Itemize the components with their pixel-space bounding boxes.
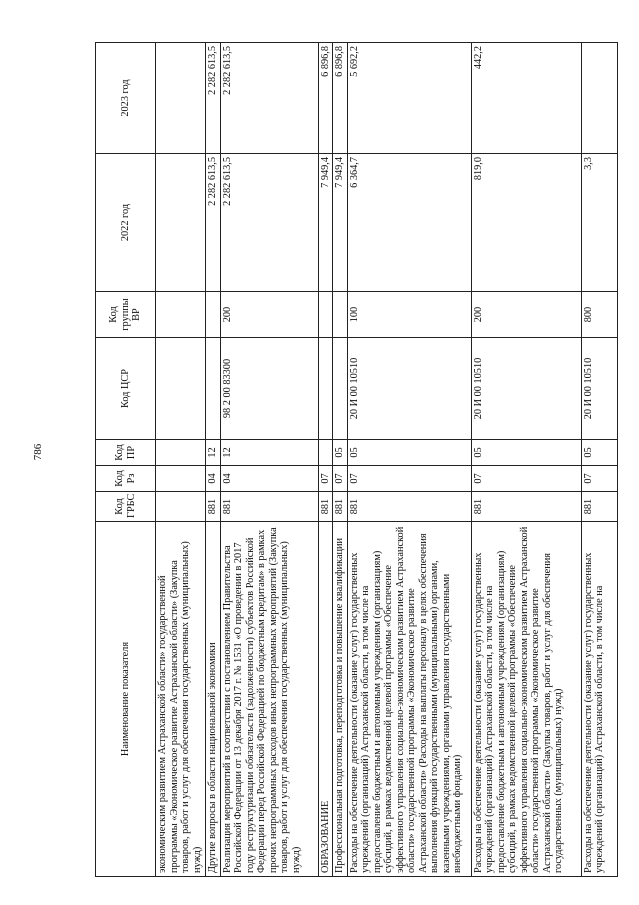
budget-table: [95, 42, 618, 877]
row-csr: [206, 338, 221, 440]
row-rz: 07: [318, 466, 333, 492]
header-csr: Код ЦСР: [96, 338, 156, 440]
row-2022: 7 949,4: [318, 154, 333, 292]
row-csr: 98 2 00 83300: [220, 338, 318, 440]
row-2023: 2 282 613,5: [220, 43, 318, 154]
row-rz: 07: [333, 466, 348, 492]
row-vr: [156, 292, 206, 338]
row-2023: 6 896,8: [318, 43, 333, 154]
row-pr: 05: [471, 440, 581, 466]
row-rz: 07: [581, 466, 617, 492]
row-2022: 3,3: [581, 154, 617, 292]
row-name: экономическим развитием Астраханской области» государственной программы «Экономическое развитие Астраханской области» (Закупка товаров, работ и услуг для обеспечения государственных (муниципальных) нужд): [156, 522, 206, 877]
row-2022: 6 364,7: [347, 154, 471, 292]
header-rz: Код Рз: [96, 466, 156, 492]
header-vr: Код группы ВР: [96, 292, 156, 338]
row-rz: 07: [471, 466, 581, 492]
row-csr: 20 И 00 10510: [581, 338, 617, 440]
row-rz: 04: [206, 466, 221, 492]
row-rz: [156, 466, 206, 492]
row-grbs: 881: [206, 492, 221, 522]
row-csr: 20 И 00 10510: [471, 338, 581, 440]
row-csr: [318, 338, 333, 440]
header-name: Наименование показателя: [96, 522, 156, 877]
header-2023: 2023 год: [96, 43, 156, 154]
header-grbs: Код ГРБС: [96, 492, 156, 522]
row-grbs: 881: [471, 492, 581, 522]
row-grbs: 881: [318, 492, 333, 522]
row-pr: 05: [581, 440, 617, 466]
row-pr: [318, 440, 333, 466]
table-row: [156, 43, 206, 877]
row-vr: [206, 292, 221, 338]
header-2022: 2022 год: [96, 154, 156, 292]
row-vr: [333, 292, 348, 338]
row-2022: [156, 154, 206, 292]
row-name: Профессиональная подготовка, переподготовка и повышение квалификации: [333, 522, 348, 877]
row-grbs: 881: [581, 492, 617, 522]
row-name: Другие вопросы в области национальной экономики: [206, 522, 221, 877]
row-rz: 04: [220, 466, 318, 492]
row-pr: 12: [220, 440, 318, 466]
row-name: Расходы на обеспечение деятельности (оказание услуг) государственных учреждений (организаций) Астраханской области, в том числе на предоставление бюджетным и автономным учреждениям (организациям) субсидий, в рамках ведомственной целевой программы «Обеспечение эффективного управления социально-экономическим развитием Астраханской области» государственной программы «Экономическое развитие Астраханской области» (Расходы на выплаты персоналу в целях обеспечения выполнения функций государственными (муниципальными) органами, казенными учреждениями, органами управления государственными внебюджетными фондами): [347, 522, 471, 877]
row-name: Реализация мероприятий в соответствии с постановлением Правительства Российской Федерации от 13 декабря 2017 г. № 1531 «О проведении в 2017 году реструктуризации обязательств (задолженности) субъектов Российской Федерации перед Российской Федерацией по бюджетным кредитам» в рамках прочих непрограммных расходов иных непрограммных мероприятий (Закупка товаров, работ и услуг для обеспечения государственных (муниципальных) нужд): [220, 522, 318, 877]
table-row: [581, 43, 617, 877]
row-2023: [581, 43, 617, 154]
row-pr: 12: [206, 440, 221, 466]
row-grbs: 881: [220, 492, 318, 522]
row-2022: 819,0: [471, 154, 581, 292]
row-rz: 07: [347, 466, 471, 492]
row-2023: 6 896,8: [333, 43, 348, 154]
table-row: [333, 43, 348, 877]
row-2022: 2 282 613,5: [206, 154, 221, 292]
row-2023: 442,2: [471, 43, 581, 154]
row-vr: [318, 292, 333, 338]
row-name: Расходы на обеспечение деятельности (оказание услуг) государственных учреждений (организаций) Астраханской области, в том числе на: [581, 522, 617, 877]
row-2022: 2 282 613,5: [220, 154, 318, 292]
row-2023: [156, 43, 206, 154]
page-number: 786: [32, 443, 44, 461]
row-csr: 20 И 00 10510: [347, 338, 471, 440]
row-2023: 5 692,2: [347, 43, 471, 154]
row-name: ОБРАЗОВАНИЕ: [318, 522, 333, 877]
row-csr: [156, 338, 206, 440]
row-pr: [156, 440, 206, 466]
row-csr: [333, 338, 348, 440]
table-row: [206, 43, 221, 877]
row-2022: 7 949,4: [333, 154, 348, 292]
row-vr: 800: [581, 292, 617, 338]
table-row: [318, 43, 333, 877]
row-grbs: 881: [347, 492, 471, 522]
row-pr: 05: [333, 440, 348, 466]
header-pr: Код ПР: [96, 440, 156, 466]
row-vr: 200: [220, 292, 318, 338]
row-2023: 2 282 613,5: [206, 43, 221, 154]
table-row: [220, 43, 318, 877]
table-row: [471, 43, 581, 877]
row-grbs: 881: [333, 492, 348, 522]
row-vr: 100: [347, 292, 471, 338]
row-pr: 05: [347, 440, 471, 466]
row-grbs: [156, 492, 206, 522]
table-header-row: [96, 43, 156, 877]
row-vr: 200: [471, 292, 581, 338]
budget-table-sheet: [95, 43, 615, 877]
row-name: Расходы на обеспечение деятельности (оказание услуг) государственных учреждений (организаций) Астраханской области, в том числе на предоставление бюджетным и автономным учреждениям (организациям) субсидий, в рамках ведомственной целевой программы «Обеспечение эффективного управления социально-экономическим развитием Астраханской области» государственной программы «Экономическое развитие Астраханской области» (Закупка товаров, работ и услуг для обеспечения государственных (муниципальных) нужд): [471, 522, 581, 877]
table-row: [347, 43, 471, 877]
